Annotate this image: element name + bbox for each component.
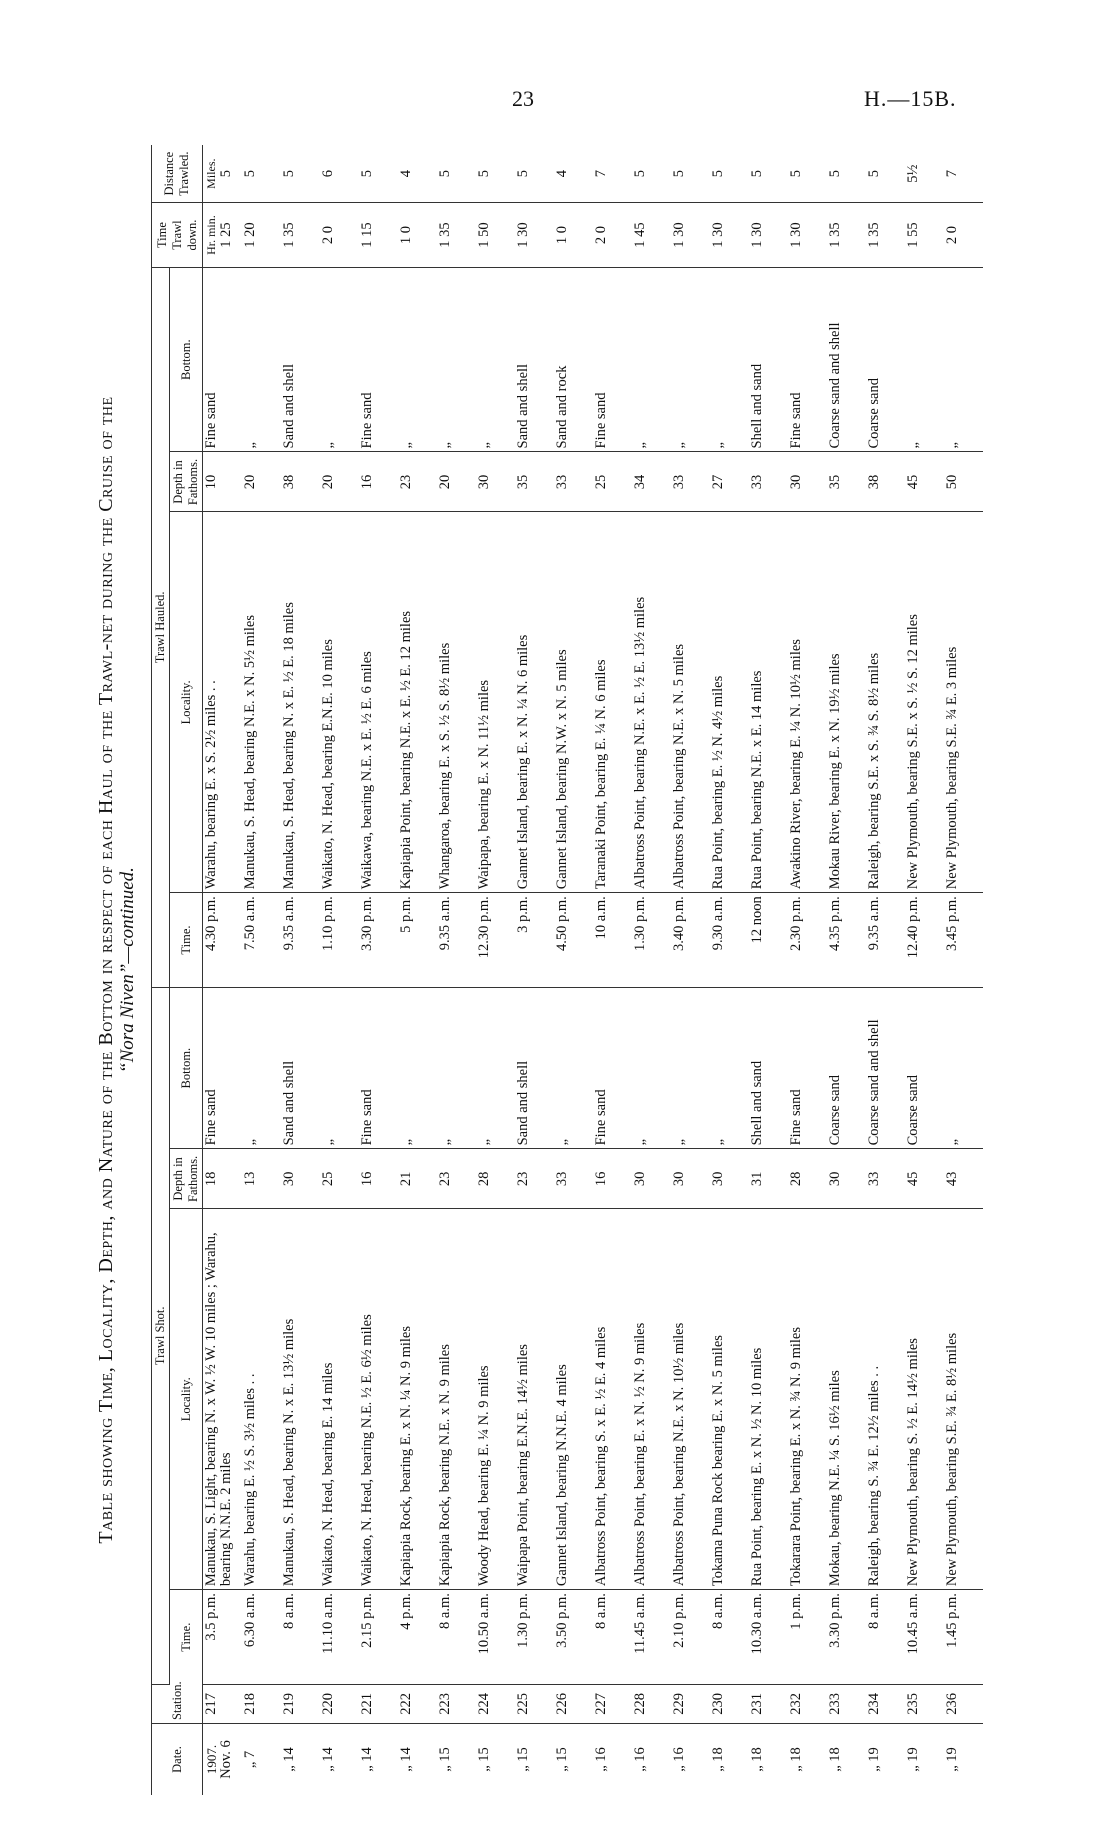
cell-station: 224 [476,1684,515,1723]
trawl-table [151,145,983,1795]
header-shot-locality: Locality. [170,1209,203,1590]
cell-time-down: 1 35 [281,203,320,268]
cell-haul-time: 12.30 p.m. [476,893,515,988]
cell-haul-time: 4.30 p.m. [203,893,243,988]
cell-haul-depth: 50 [944,452,983,512]
cell-shot-depth: 43 [944,1149,983,1209]
table-row [710,145,749,1795]
cell-haul-bottom: „ [398,267,437,452]
cell-time-down: 1 30 [515,203,554,268]
cell-haul-bottom: „ [437,267,476,452]
cell-shot-time: 3.30 p.m. [827,1590,866,1685]
cell-shot-depth: 33 [554,1149,593,1209]
cell-time-down: 1 30 [749,203,788,268]
cell-distance: 5 [632,145,671,203]
cell-haul-time: 5 p.m. [398,893,437,988]
cell-distance: 5 [476,145,515,203]
cell-haul-depth: 20 [242,452,281,512]
cell-haul-loc: Albatross Point, bearing N.E. x N. 5 miles [671,512,710,893]
cell-shot-loc: Kapiapia Rock, bearing N.E. x N. 9 miles [437,1209,476,1590]
cell-shot-bottom: Coarse sand [905,987,944,1149]
cell-distance: 5 [749,145,788,203]
cell-haul-depth: 33 [554,452,593,512]
cell-time-down: 1 30 [788,203,827,268]
table-row [593,145,632,1795]
cell-shot-bottom: „ [554,987,593,1149]
cell-shot-loc: Albatross Point, bearing S. x E. ½ E. 4 miles [593,1209,632,1590]
cell-time-down: 2 0 [593,203,632,268]
cell-haul-depth: 35 [515,452,554,512]
cell-haul-time: 3.30 p.m. [359,893,398,988]
cell-shot-loc: Gannet Island, bearing N.N.E. 4 miles [554,1209,593,1590]
header-station: Station. [152,1684,203,1723]
cell-haul-bottom: „ [320,267,359,452]
cell-date: „ 15 [515,1747,531,1772]
cell-haul-loc: Raleigh, bearing S.E. x S. ¾ S. 8½ miles [866,512,905,893]
cell-shot-loc: Manukau, S. Light, bearing N. x W. ½ W. 10 miles ; Warahu, bearing N.N.E. 2 miles [203,1209,243,1590]
cell-shot-bottom: Shell and sand [749,987,788,1149]
header-haul-time: Time. [170,893,203,988]
cell-distance: 7 [944,145,983,203]
cell-station: 227 [593,1684,632,1723]
cell-distance: 6 [320,145,359,203]
header-shot-depth: Depth in Fathoms. [170,1149,203,1209]
vessel-name: “Nora Niven” [117,963,138,1073]
header-haul-bottom: Bottom. [170,267,203,452]
cell-date: „ 7 [242,1750,258,1769]
cell-shot-loc: Waikato, N. Head, bearing E. 14 miles [320,1209,359,1590]
header-date: Date. [152,1723,203,1795]
cell-shot-time: 4 p.m. [398,1590,437,1685]
table-body [203,145,984,1795]
cell-shot-bottom: Fine sand [593,987,632,1149]
cell-haul-loc: Gannet Island, bearing E. x N. ¼ N. 6 miles [515,512,554,893]
cell-station: 232 [788,1684,827,1723]
cell-distance: 5 [359,145,398,203]
cell-time-down: 1 0 [554,203,593,268]
cell-shot-loc: Albatross Point, bearing N.E. x N. 10½ miles [671,1209,710,1590]
units-distance: Miles. [204,158,218,189]
cell-shot-bottom: Fine sand [359,987,398,1149]
cell-time-down: 1 35 [827,203,866,268]
cell-station: 220 [320,1684,359,1723]
cell-shot-loc: Raleigh, bearing S. ¾ E. 12½ miles . . [866,1209,905,1590]
cell-shot-time: 11.10 a.m. [320,1590,359,1685]
table-row [242,145,281,1795]
cell-distance: 5 [827,145,866,203]
cell-haul-time: 9.30 a.m. [710,893,749,988]
cell-shot-bottom: Sand and shell [515,987,554,1149]
cell-haul-loc: Waikato, N. Head, bearing E.N.E. 10 miles [320,512,359,893]
cell-distance: 5 [671,145,710,203]
cell-station: 223 [437,1684,476,1723]
cell-date: „ 18 [827,1747,843,1772]
cell-station: 234 [866,1684,905,1723]
cell-haul-time: 10 a.m. [593,893,632,988]
cell-haul-depth: 30 [788,452,827,512]
cell-shot-time: 1.45 p.m. [944,1590,983,1685]
cell-shot-bottom: Fine sand [203,987,243,1149]
cell-shot-depth: 16 [593,1149,632,1209]
cell-haul-time: 2.30 p.m. [788,893,827,988]
cell-time-down [203,203,243,268]
cell-shot-depth: 45 [905,1149,944,1209]
cell-date: „ 18 [749,1747,765,1772]
cell-station: 230 [710,1684,749,1723]
cell-shot-depth: 30 [827,1149,866,1209]
cell-shot-depth: 16 [359,1149,398,1209]
cell-date: „ 14 [320,1747,336,1772]
document-reference: H.—15B. [864,86,957,111]
cell-time-down: 1 30 [710,203,749,268]
cell-haul-depth: 45 [905,452,944,512]
cell-date: „ 19 [905,1747,921,1772]
cell-shot-loc: Waipapa Point, bearing E.N.E. 14½ miles [515,1209,554,1590]
cell-haul-bottom: „ [944,267,983,452]
cell-haul-bottom: Fine sand [359,267,398,452]
cell-haul-loc: Kapiapia Point, bearing N.E. x E. ½ E. 12 miles [398,512,437,893]
cell-distance [203,145,243,203]
cell-station: 231 [749,1684,788,1723]
cell-distance: 5 [281,145,320,203]
cell-haul-bottom: Sand and shell [281,267,320,452]
cell-shot-time: 10.50 a.m. [476,1590,515,1685]
header-trawl-hauled: Trawl Hauled. [152,267,170,987]
cell-time-down: 1 50 [476,203,515,268]
cell-shot-loc: Woody Head, bearing E. ¼ N. 9 miles [476,1209,515,1590]
cell-haul-depth: 25 [593,452,632,512]
table-row [632,145,671,1795]
cell-shot-bottom: Coarse sand [827,987,866,1149]
cell-shot-time: 6.30 a.m. [242,1590,281,1685]
table-row [320,145,359,1795]
cell-shot-bottom: Sand and shell [281,987,320,1149]
cell-shot-bottom: „ [476,987,515,1149]
cell-shot-bottom: Fine sand [788,987,827,1149]
cell-haul-bottom: Sand and rock [554,267,593,452]
cell-distance: 4 [398,145,437,203]
cell-haul-depth: 38 [281,452,320,512]
cell-station: 233 [827,1684,866,1723]
cell-date-value: Nov. 6 [218,1740,234,1779]
cell-station: 236 [944,1684,983,1723]
table-row [359,145,398,1795]
header-haul-depth: Depth in Fathoms. [170,452,203,512]
cell-shot-time: 2.15 p.m. [359,1590,398,1685]
cell-haul-bottom: „ [671,267,710,452]
cell-station: 219 [281,1684,320,1723]
cell-haul-loc: Albatross Point, bearing N.E. x E. ½ E. 13½ miles [632,512,671,893]
cell-station: 218 [242,1684,281,1723]
cell-haul-time: 1.30 p.m. [632,893,671,988]
cell-date: „ 19 [944,1747,960,1772]
cell-shot-depth: 30 [671,1149,710,1209]
cell-year: 1907. [204,1744,219,1775]
cell-haul-depth: 20 [437,452,476,512]
cell-distance: 4 [554,145,593,203]
cell-shot-bottom: „ [398,987,437,1149]
cell-shot-bottom: „ [242,987,281,1149]
cell-haul-bottom: „ [632,267,671,452]
header-shot-bottom: Bottom. [170,987,203,1149]
cell-date: „ 18 [788,1747,804,1772]
cell-shot-time: 3.50 p.m. [554,1590,593,1685]
cell-haul-time: 12 noon [749,893,788,988]
cell-shot-depth: 30 [281,1149,320,1209]
cell-haul-loc: Awakino River, bearing E. ¼ N. 10½ miles [788,512,827,893]
cell-distance: 5 [710,145,749,203]
cell-shot-loc: New Plymouth, bearing S. ½ E. 14½ miles [905,1209,944,1590]
cell-haul-time: 3.40 p.m. [671,893,710,988]
cell-time-down: 2 0 [944,203,983,268]
cell-shot-loc: Tokarara Point, bearing E. x N. ¾ N. 9 miles [788,1209,827,1590]
cell-shot-loc: Kapiapia Rock, bearing E. x N. ¼ N. 9 miles [398,1209,437,1590]
cell-shot-time: 3.5 p.m. [203,1590,243,1685]
cell-time-down: 1 15 [359,203,398,268]
cell-time-down-value: 1 25 [218,222,234,248]
units-time: Hr. min. [204,215,218,255]
cell-haul-loc: New Plymouth, bearing S.E. ¾ E. 3 miles [944,512,983,893]
cell-distance: 5 [437,145,476,203]
cell-shot-depth: 23 [437,1149,476,1209]
cell-haul-bottom: „ [710,267,749,452]
cell-station: 228 [632,1684,671,1723]
cell-shot-depth: 18 [203,1149,243,1209]
cell-station: 222 [398,1684,437,1723]
cell-distance-value: 5 [218,170,234,178]
header-distance: Distance Trawled. [152,145,203,203]
rotated-table-block [93,145,1114,1795]
cell-haul-depth: 33 [671,452,710,512]
cell-haul-bottom: Shell and sand [749,267,788,452]
cell-haul-loc: New Plymouth, bearing S.E. x S. ½ S. 12 miles [905,512,944,893]
cell-date: „ 19 [866,1747,882,1772]
table-row [749,145,788,1795]
cell-shot-depth: 33 [866,1149,905,1209]
cell-haul-bottom: „ [242,267,281,452]
cell-shot-time: 8 a.m. [593,1590,632,1685]
cell-haul-depth: 38 [866,452,905,512]
table-row [515,145,554,1795]
cell-time-down: 1 35 [437,203,476,268]
cell-haul-time: 1.10 p.m. [320,893,359,988]
cell-date: „ 14 [359,1747,375,1772]
cell-shot-depth: 28 [476,1149,515,1209]
table-row [398,145,437,1795]
cell-shot-loc: New Plymouth, bearing S.E. ¾ E. 8½ miles [944,1209,983,1590]
table-title [95,145,117,1795]
cell-shot-time: 8 a.m. [710,1590,749,1685]
cell-haul-bottom: „ [476,267,515,452]
cell-station: 221 [359,1684,398,1723]
cell-shot-loc: Waikato, N. Head, bearing N.E. ½ E. 6½ miles [359,1209,398,1590]
cell-haul-bottom: Fine sand [593,267,632,452]
cell-haul-depth: 23 [398,452,437,512]
cell-haul-time: 3 p.m. [515,893,554,988]
cell-haul-depth: 16 [359,452,398,512]
cell-haul-loc: Taranaki Point, bearing E. ¼ N. 6 miles [593,512,632,893]
cell-shot-time: 8 a.m. [281,1590,320,1685]
cell-shot-loc: Mokau, bearing N.E. ¼ S. 16½ miles [827,1209,866,1590]
cell-distance: 7 [593,145,632,203]
cell-haul-time: 9.35 a.m. [437,893,476,988]
cell-haul-time: 3.45 p.m. [944,893,983,988]
cell-time-down: 1 55 [905,203,944,268]
header-time-down: Time Trawl down. [152,203,203,268]
cell-haul-loc: Waipapa, bearing E. x N. 11½ miles [476,512,515,893]
cell-shot-time: 2.10 p.m. [671,1590,710,1685]
cell-haul-loc: Manukau, S. Head, bearing N. x E. ½ E. 18 miles [281,512,320,893]
cell-station: 235 [905,1684,944,1723]
cell-date: „ 15 [476,1747,492,1772]
cell-haul-bottom: Fine sand [203,267,243,452]
cell-shot-depth: 13 [242,1149,281,1209]
cell-shot-time: 8 a.m. [437,1590,476,1685]
cell-date: „ 14 [398,1747,414,1772]
cell-haul-loc: Waikawa, bearing N.E. x E. ½ E. 6 miles [359,512,398,893]
cell-date: „ 14 [281,1747,297,1772]
cell-date: „ 18 [710,1747,726,1772]
cell-haul-loc: Warahu, bearing E. x S. 2½ miles . . [203,512,243,893]
cell-haul-depth: 30 [476,452,515,512]
cell-haul-depth: 33 [749,452,788,512]
cell-haul-loc: Whangaroa, bearing E. x S. ½ S. 8½ miles [437,512,476,893]
cell-haul-loc: Gannet Island, bearing N.W. x N. 5 miles [554,512,593,893]
cell-shot-loc: Albatross Point, bearing E. x N. ½ N. 9 miles [632,1209,671,1590]
table-row [281,145,320,1795]
cell-shot-depth: 31 [749,1149,788,1209]
page-number: 23 [512,86,534,111]
cell-haul-time: 4.50 p.m. [554,893,593,988]
cell-shot-loc: Rua Point, bearing E. x N. ½ N. 10 miles [749,1209,788,1590]
cell-distance: 5 [866,145,905,203]
cell-shot-time: 1 p.m. [788,1590,827,1685]
cell-time-down: 2 0 [320,203,359,268]
cell-shot-loc: Manukau, S. Head, bearing N. x E. 13½ miles [281,1209,320,1590]
cell-shot-time: 1.30 p.m. [515,1590,554,1685]
cell-date [203,1723,243,1795]
cell-haul-loc: Rua Point, bearing E. ½ N. 4½ miles [710,512,749,893]
table-row [671,145,710,1795]
cell-shot-loc: Tokama Puna Rock bearing E. x N. 5 miles [710,1209,749,1590]
cell-shot-bottom: „ [710,987,749,1149]
cell-date: „ 15 [437,1747,453,1772]
cell-shot-time: 11.45 a.m. [632,1590,671,1685]
cell-haul-depth: 10 [203,452,243,512]
cell-shot-bottom: „ [437,987,476,1149]
cell-distance: 5 [515,145,554,203]
cell-haul-loc: Manukau, S. Head, bearing N.E. x N. 5½ miles [242,512,281,893]
cell-shot-depth: 30 [710,1149,749,1209]
cell-haul-time: 9.35 a.m. [866,893,905,988]
table-row [203,145,243,1795]
cell-shot-depth: 21 [398,1149,437,1209]
cell-haul-time: 4.35 p.m. [827,893,866,988]
cell-shot-depth: 23 [515,1149,554,1209]
cell-shot-depth: 25 [320,1149,359,1209]
cell-shot-bottom: Coarse sand and shell [866,987,905,1149]
cell-station: 225 [515,1684,554,1723]
cell-haul-loc: Rua Point, bearing N.E. x E. 14 miles [749,512,788,893]
cell-date: „ 16 [671,1747,687,1772]
table-row [827,145,866,1795]
cell-haul-bottom: Sand and shell [515,267,554,452]
cell-haul-depth: 34 [632,452,671,512]
cell-distance: 5 [788,145,827,203]
table-row [944,145,983,1795]
cell-haul-depth: 27 [710,452,749,512]
cell-shot-bottom: „ [632,987,671,1149]
cell-haul-depth: 35 [827,452,866,512]
table-row [788,145,827,1795]
cell-haul-bottom: „ [905,267,944,452]
cell-station: 229 [671,1684,710,1723]
table-row [866,145,905,1795]
cell-shot-bottom: „ [944,987,983,1149]
table-title-line1: Table showing Time, Locality, Depth, and Nature of the Bottom in respect of each Haul of the Trawl-net during the Cruise of the [95,396,117,1544]
cell-haul-depth: 20 [320,452,359,512]
header-haul-locality: Locality. [170,512,203,893]
table-row [476,145,515,1795]
cell-shot-bottom: „ [320,987,359,1149]
table-row [437,145,476,1795]
cell-date: „ 16 [632,1747,648,1772]
cell-haul-bottom: Fine sand [788,267,827,452]
cell-haul-bottom: Coarse sand and shell [827,267,866,452]
cell-time-down: 1 0 [398,203,437,268]
cell-shot-time: 10.30 a.m. [749,1590,788,1685]
header-shot-time: Time. [170,1590,203,1685]
cell-shot-loc: Warahu, bearing E. ½ S. 3½ miles . . [242,1209,281,1590]
cell-haul-time: 9.35 a.m. [281,893,320,988]
table-subtitle [117,145,139,1795]
cell-shot-time: 10.45 a.m. [905,1590,944,1685]
cell-time-down: 1 20 [242,203,281,268]
cell-haul-time: 7.50 a.m. [242,893,281,988]
cell-haul-time: 12.40 p.m. [905,893,944,988]
cell-date: „ 15 [554,1747,570,1772]
cell-shot-depth: 28 [788,1149,827,1209]
table-row [554,145,593,1795]
cell-shot-bottom: „ [671,987,710,1149]
cell-haul-loc: Mokau River, bearing E. x N. 19½ miles [827,512,866,893]
table-row [905,145,944,1795]
cell-distance: 5½ [905,145,944,203]
continued-note: —continued. [117,867,138,964]
header-trawl-shot: Trawl Shot. [152,987,170,1684]
cell-shot-depth: 30 [632,1149,671,1209]
cell-time-down: 1 35 [866,203,905,268]
cell-haul-bottom: Coarse sand [866,267,905,452]
cell-date: „ 16 [593,1747,609,1772]
cell-station: 217 [203,1684,243,1723]
cell-distance: 5 [242,145,281,203]
cell-time-down: 1 45 [632,203,671,268]
cell-station: 226 [554,1684,593,1723]
cell-shot-time: 8 a.m. [866,1590,905,1685]
cell-time-down: 1 30 [671,203,710,268]
